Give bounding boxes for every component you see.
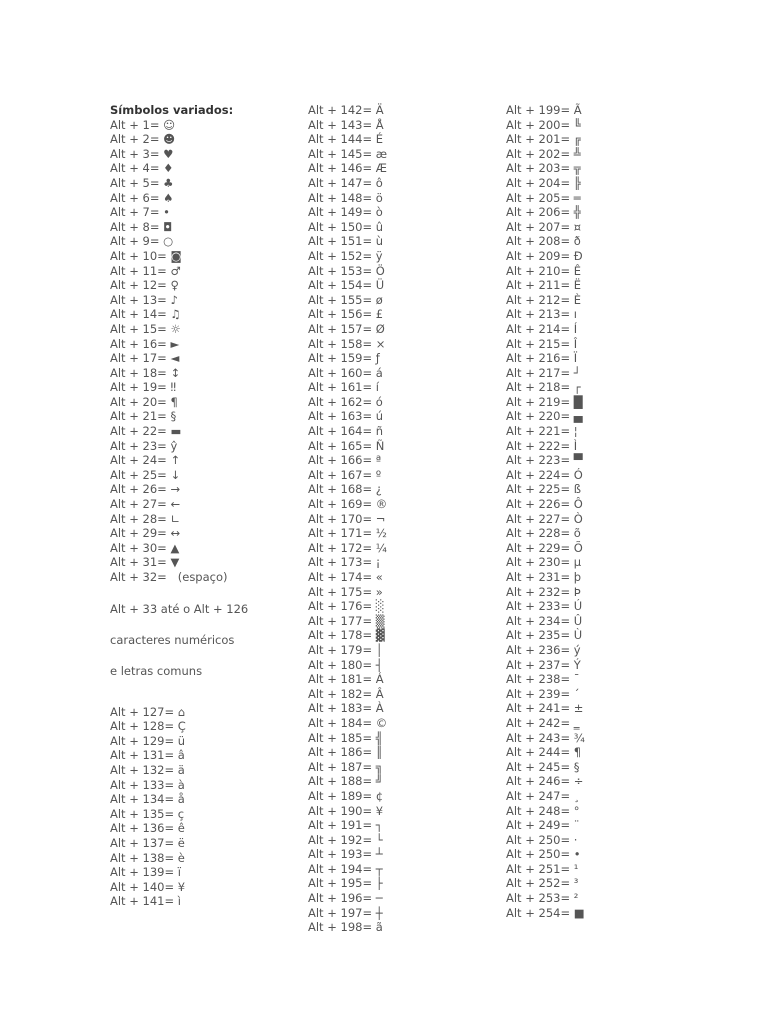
alt-code-entry: Alt + 4= ♦ <box>110 161 174 176</box>
alt-code-entry: Alt + 25= ↓ <box>110 467 181 482</box>
spacer <box>110 585 248 601</box>
alt-code-entry: Alt + 224= Ó <box>506 467 583 482</box>
alt-code-entry: Alt + 133= à <box>110 777 185 792</box>
alt-code-entry: Alt + 136= ê <box>110 821 185 836</box>
alt-code-entry: Alt + 249= ¨ <box>506 818 580 833</box>
alt-code-entry: Alt + 20= ¶ <box>110 394 178 409</box>
alt-code-entry: Alt + 199= Ã <box>506 103 582 117</box>
alt-code-entry: Alt + 159= ƒ <box>308 351 380 366</box>
alt-code-entry: Alt + 246= ÷ <box>506 774 584 789</box>
spacer <box>110 694 248 705</box>
alt-code-entry: Alt + 143= Å <box>308 117 384 132</box>
alt-code-entry: Alt + 201= ╔ <box>506 132 581 147</box>
alt-code-entry: Alt + 129= ü <box>110 733 186 748</box>
alt-code-entry: Alt + 176= ░ <box>308 599 385 614</box>
alt-code-entry: Alt + 206= ╬ <box>506 205 581 220</box>
alt-code-entry: Alt + 197= ┼ <box>308 905 383 920</box>
alt-code-entry: Alt + 15= ☼ <box>110 321 181 336</box>
alt-code-entry: Alt + 173= ¡ <box>308 555 381 570</box>
alt-code-entry: Alt + 184= © <box>308 715 388 730</box>
alt-code-list-1b <box>110 705 248 909</box>
alt-code-entry: Alt + 142= Ä <box>308 103 384 117</box>
alt-code-entry: Alt + 156= £ <box>308 307 384 322</box>
alt-code-entry: Alt + 13= ♪ <box>110 292 178 307</box>
alt-code-entry: Alt + 165= Ñ <box>308 438 385 453</box>
alt-code-entry: Alt + 11= ♂ <box>110 263 181 278</box>
alt-code-entry: Alt + 232= Þ <box>506 584 581 599</box>
alt-code-entry: Alt + 32= (espaço) <box>110 570 228 584</box>
alt-code-entry: Alt + 138= è <box>110 850 185 865</box>
alt-code-entry: Alt + 31= ▼ <box>110 555 180 570</box>
alt-code-entry: Alt + 245= § <box>506 759 580 774</box>
alt-code-entry: Alt + 151= ù <box>308 234 384 249</box>
alt-code-entry: Alt + 23= ŷ <box>110 438 178 453</box>
alt-code-entry: Alt + 228= õ <box>506 526 581 541</box>
alt-code-entry: Alt + 127= ⌂ <box>110 704 186 719</box>
alt-code-entry: Alt + 134= å <box>110 792 185 807</box>
alt-code-entry: Alt + 250= • <box>506 847 581 862</box>
alt-code-entry: Alt + 180= ┤ <box>308 657 383 672</box>
alt-code-entry: Alt + 175= » <box>308 584 383 599</box>
alt-code-entry: Alt + 195= ├ <box>308 876 383 891</box>
alt-code-entry: Alt + 6= ♠ <box>110 190 174 205</box>
alt-code-entry: Alt + 27= ← <box>110 497 181 512</box>
alt-code-entry: Alt + 198= ã <box>308 920 383 935</box>
alt-code-entry: Alt + 140= ¥ <box>110 879 186 894</box>
alt-code-list-1a <box>110 118 248 585</box>
alt-code-entry: Alt + 243= ¾ <box>506 730 585 745</box>
alt-code-entry: Alt + 203= ╦ <box>506 161 581 176</box>
alt-code-entry: Alt + 220= ▄ <box>506 409 583 424</box>
alt-code-entry: Alt + 147= ô <box>308 175 383 190</box>
alt-code-entry: Alt + 21= § <box>110 409 177 424</box>
alt-code-entry: Alt + 233= Ú <box>506 599 583 614</box>
alt-code-entry: Alt + 12= ♀ <box>110 278 179 293</box>
alt-code-entry: Alt + 144= É <box>308 132 384 147</box>
alt-code-entry: Alt + 168= ¿ <box>308 482 382 497</box>
alt-code-entry: Alt + 191= ┐ <box>308 818 383 833</box>
note-line: Alt + 33 até o Alt + 126 <box>110 601 249 616</box>
section-title: Símbolos variados: <box>110 103 234 117</box>
alt-code-entry: Alt + 178= ▓ <box>308 628 385 643</box>
alt-code-entry: Alt + 202= ╩ <box>506 146 581 161</box>
alt-code-entry: Alt + 189= ¢ <box>308 788 384 803</box>
alt-code-entry: Alt + 137= ë <box>110 835 185 850</box>
alt-code-entry: Alt + 158= × <box>308 336 386 351</box>
alt-code-entry: Alt + 241= ± <box>506 701 584 716</box>
alt-code-entry: Alt + 157= Ø <box>308 321 385 336</box>
alt-code-entry: Alt + 244= ¶ <box>506 745 582 760</box>
note-line: caracteres numéricos <box>110 632 235 647</box>
alt-code-entry: Alt + 164= ñ <box>308 424 384 439</box>
alt-code-entry: Alt + 9= ○ <box>110 234 174 249</box>
alt-code-entry: Alt + 185= ╣ <box>308 730 383 745</box>
alt-code-entry: Alt + 145= æ <box>308 146 388 161</box>
alt-code-entry: Alt + 153= Ö <box>308 263 385 278</box>
alt-code-entry: Alt + 16= ► <box>110 336 180 351</box>
alt-code-entry: Alt + 213= ı <box>506 307 577 322</box>
alt-code-entry: Alt + 253= ² <box>506 891 579 906</box>
alt-code-entry: Alt + 215= Î <box>506 336 578 351</box>
alt-code-entry: Alt + 209= Ð <box>506 248 583 263</box>
alt-code-entry: Alt + 18= ↕ <box>110 365 181 380</box>
alt-code-entry: Alt + 155= ø <box>308 292 383 307</box>
alt-code-entry: Alt + 3= ♥ <box>110 146 174 161</box>
alt-code-entry: Alt + 182= Â <box>308 686 384 701</box>
alt-code-entry: Alt + 132= ä <box>110 762 185 777</box>
alt-code-entry: Alt + 236= ý <box>506 642 581 657</box>
alt-code-entry: Alt + 222= Ì <box>506 438 578 453</box>
alt-code-entry: Alt + 183= À <box>308 701 384 716</box>
alt-code-entry: Alt + 170= ¬ <box>308 511 386 526</box>
alt-code-entry: Alt + 210= Ê <box>506 263 582 278</box>
alt-code-entry: Alt + 5= ♣ <box>110 175 174 190</box>
alt-code-entry: Alt + 24= ↑ <box>110 453 181 468</box>
alt-code-entry: Alt + 225= ß <box>506 482 582 497</box>
alt-code-entry: Alt + 154= Ü <box>308 278 385 293</box>
alt-code-entry: Alt + 207= ¤ <box>506 219 582 234</box>
alt-code-entry: Alt + 204= ╠ <box>506 175 581 190</box>
alt-code-entry: Alt + 239= ´ <box>506 686 580 701</box>
alt-code-entry: Alt + 194= ┬ <box>308 861 383 876</box>
alt-code-entry: Alt + 254= ■ <box>506 905 585 920</box>
alt-code-entry: Alt + 7= • <box>110 205 170 220</box>
alt-code-entry: Alt + 171= ½ <box>308 526 387 541</box>
alt-code-entry: Alt + 8= ◘ <box>110 219 173 234</box>
alt-code-entry: Alt + 190= ¥ <box>308 803 384 818</box>
column-2 <box>308 103 387 935</box>
alt-code-entry: Alt + 231= þ <box>506 570 582 584</box>
alt-code-entry: Alt + 29= ↔ <box>110 526 181 541</box>
alt-code-entry: Alt + 216= Ï <box>506 351 578 366</box>
alt-code-entry: Alt + 250= · <box>506 832 578 847</box>
alt-code-entry: Alt + 26= → <box>110 482 181 497</box>
alt-code-entry: Alt + 211= Ë <box>506 278 582 293</box>
alt-code-entry: Alt + 252= ³ <box>506 876 579 891</box>
alt-code-entry: Alt + 179= │ <box>308 642 383 657</box>
alt-code-entry: Alt + 28= ∟ <box>110 511 181 526</box>
alt-code-entry: Alt + 162= ó <box>308 394 383 409</box>
alt-code-entry: Alt + 30= ▲ <box>110 540 180 555</box>
alt-code-entry: Alt + 227= Ò <box>506 511 583 526</box>
alt-code-entry: Alt + 187= ╗ <box>308 759 383 774</box>
alt-code-entry: Alt + 192= └ <box>308 832 383 847</box>
alt-code-entry: Alt + 247= ¸ <box>506 788 580 803</box>
alt-code-entry: Alt + 166= ª <box>308 453 382 468</box>
alt-code-entry: Alt + 219= █ <box>506 394 583 409</box>
alt-code-entry: Alt + 141= ì <box>110 894 181 909</box>
alt-code-entry: Alt + 208= ð <box>506 234 581 249</box>
alt-code-entry: Alt + 172= ¼ <box>308 540 387 555</box>
alt-code-entry: Alt + 200= ╚ <box>506 117 581 132</box>
alt-code-entry: Alt + 17= ◄ <box>110 351 180 366</box>
alt-code-entry: Alt + 163= ú <box>308 409 384 424</box>
alt-code-entry: Alt + 235= Ù <box>506 628 583 643</box>
alt-code-entry: Alt + 218= ┌ <box>506 380 581 395</box>
alt-code-entry: Alt + 212= È <box>506 292 582 307</box>
alt-code-entry: Alt + 128= Ç <box>110 719 186 734</box>
alt-code-entry: Alt + 149= ò <box>308 205 383 220</box>
alt-code-entry: Alt + 186= ║ <box>308 745 383 760</box>
alt-code-entry: Alt + 146= Æ <box>308 161 387 176</box>
column-1 <box>110 103 248 909</box>
column-3 <box>506 103 585 920</box>
alt-code-entry: Alt + 152= ÿ <box>308 248 383 263</box>
alt-code-entry: Alt + 217= ┘ <box>506 365 581 380</box>
alt-code-entry: Alt + 167= º <box>308 467 382 482</box>
alt-code-entry: Alt + 230= µ <box>506 555 582 570</box>
alt-code-entry: Alt + 193= ┴ <box>308 847 383 862</box>
alt-code-entry: Alt + 251= ¹ <box>506 861 579 876</box>
alt-code-entry: Alt + 19= ‼ <box>110 380 177 395</box>
alt-code-entry: Alt + 188= ╝ <box>308 774 383 789</box>
alt-code-entry: Alt + 10= ◙ <box>110 248 182 263</box>
alt-code-entry: Alt + 234= Û <box>506 613 583 628</box>
alt-code-entry: Alt + 242= ‗ <box>506 715 580 730</box>
alt-code-entry: Alt + 221= ¦ <box>506 424 578 439</box>
alt-code-entry: Alt + 181= Á <box>308 672 384 687</box>
alt-code-entry: Alt + 139= ï <box>110 865 181 880</box>
alt-code-entry: Alt + 238= ¯ <box>506 672 580 687</box>
alt-code-entry: Alt + 22= ▬ <box>110 424 182 439</box>
alt-code-entry: Alt + 1= ☺ <box>110 117 176 132</box>
alt-code-entry: Alt + 160= á <box>308 365 383 380</box>
alt-code-entry: Alt + 150= û <box>308 219 384 234</box>
alt-code-entry: Alt + 131= â <box>110 748 185 763</box>
alt-code-entry: Alt + 196= ─ <box>308 891 383 906</box>
note-line: e letras comuns <box>110 663 203 678</box>
alt-code-entry: Alt + 14= ♫ <box>110 307 181 322</box>
alt-code-entry: Alt + 223= ▀ <box>506 453 583 468</box>
alt-code-entry: Alt + 229= Õ <box>506 540 583 555</box>
alt-code-entry: Alt + 214= Í <box>506 321 578 336</box>
alt-code-entry: Alt + 174= « <box>308 570 383 584</box>
alt-code-entry: Alt + 169= ® <box>308 497 388 512</box>
alt-code-entry: Alt + 248= ° <box>506 803 580 818</box>
alt-code-entry: Alt + 205= ═ <box>506 190 581 205</box>
alt-code-entry: Alt + 148= ö <box>308 190 383 205</box>
alt-code-entry: Alt + 2= ☻ <box>110 132 176 147</box>
alt-code-entry: Alt + 161= í <box>308 380 379 395</box>
alt-code-entry: Alt + 226= Ô <box>506 497 583 512</box>
alt-code-entry: Alt + 177= ▒ <box>308 613 385 628</box>
alt-code-entry: Alt + 237= Ý <box>506 657 581 672</box>
alt-code-entry: Alt + 135= ç <box>110 806 185 821</box>
